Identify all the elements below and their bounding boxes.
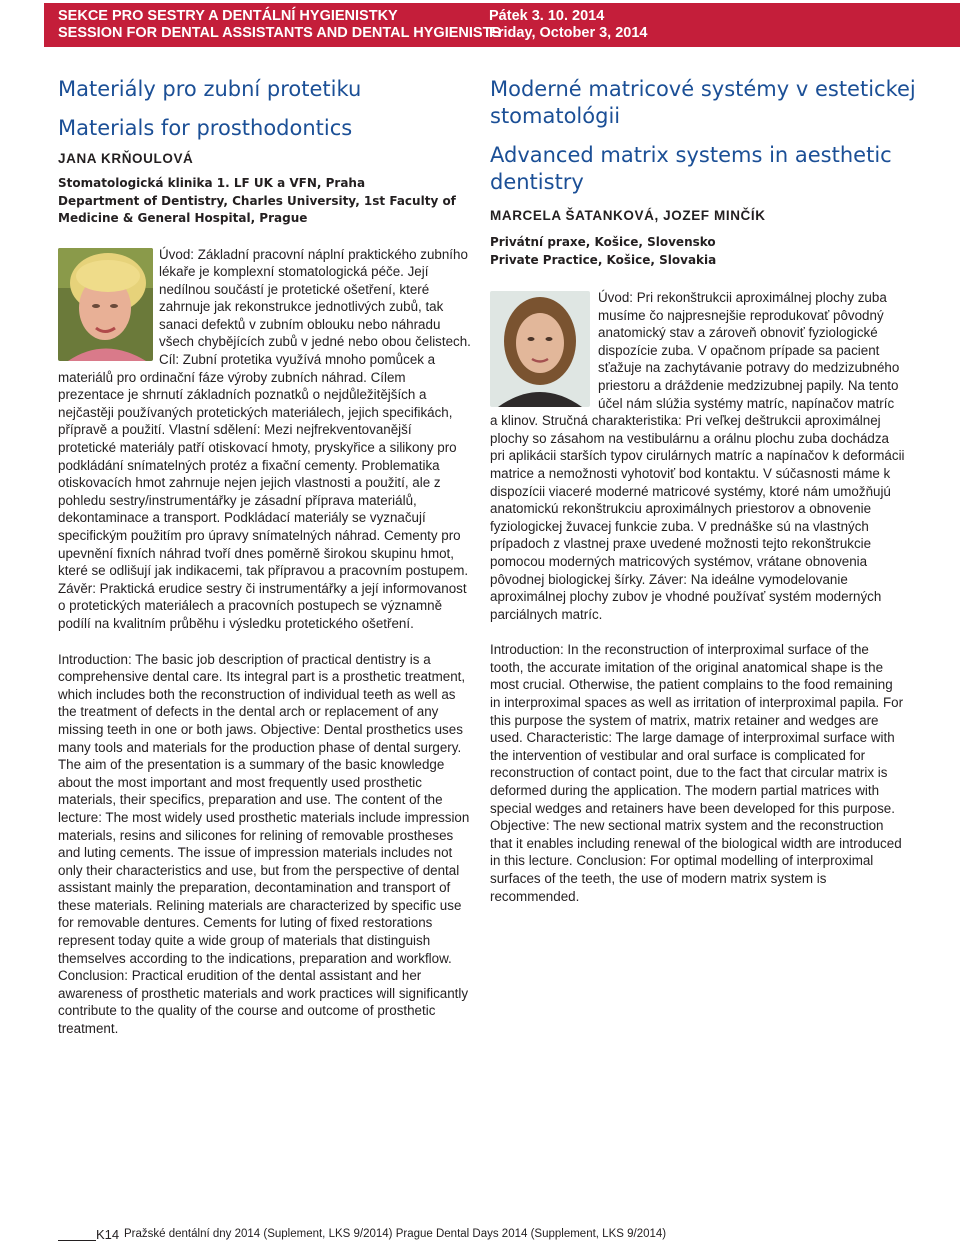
session-header-bar	[44, 3, 960, 47]
title-line: stomatológii	[490, 104, 621, 128]
affiliation-line: Department of Dentistry, Charles University, 1st Faculty of	[58, 193, 456, 208]
abstract-title-cz: Materiály pro zubní protetiku	[58, 77, 362, 101]
author-affiliation	[490, 234, 905, 269]
abstract-body	[490, 289, 905, 905]
title-line: Advanced matrix systems in aesthetic	[490, 143, 892, 167]
abstract-title-en: Materials for prosthodontics	[58, 116, 353, 140]
affiliation-line: Medicine & General Hospital, Prague	[58, 211, 308, 225]
section-title-cz: SEKCE PRO SESTRY A DENTÁLNÍ HYGIENISTKY	[58, 8, 398, 24]
abstract-text-en: Introduction: In the reconstruction of interproximal surface of the tooth, the accurate imitation of the original anatomical shape is the most crucial. Otherwise, the patient complains to the food remaining in interproximal spaces as well as irritation of interproximal papila. For this purpose the system of matrix, matrix retainer and wedges are used. Characteristic: The large damage of interproximal surface with the intervention of vestibular and oral surface is complicated for reconstruction of contact point, due to the fact that circular matrix is deformed during the application. The modern partial matrices with special wedges and retainers have been developed for this purpose. Objective: The new sectional matrix system and the reconstruction that it enables including renewal of the biological width are introduced in this lecture. Conclusion: For optimal modelling of interproximal surfaces of the teeth, the use of modern matrix system is recommended.	[490, 642, 904, 904]
left-abstract	[58, 72, 473, 1038]
section-title-en: SESSION FOR DENTAL ASSISTANTS AND DENTAL HYGIENISTS	[58, 25, 502, 41]
page-number: K14	[96, 1227, 120, 1242]
author-name: JANA KRŇOULOVÁ	[58, 151, 194, 166]
portrait-image	[58, 248, 153, 361]
abstract-title-sk	[490, 76, 916, 130]
author-photo	[490, 291, 590, 407]
affiliation-line: Stomatologická klinika 1. LF UK a VFN, Praha	[58, 176, 366, 190]
author-names: MARCELA ŠATANKOVÁ, JOZEF MINČÍK	[490, 208, 766, 223]
portrait-image	[490, 291, 590, 407]
session-date-cz: Pátek 3. 10. 2014	[489, 8, 605, 24]
title-line: dentistry	[490, 170, 584, 194]
abstract-text-sk: Úvod: Pri rekonštrukcii aproximálnej plochy zuba musíme čo najpresnejšie reprodukovať pôvodný anatomický stav a zároveň obnoviť fyziologické dispozície zuba. V opačnom prípade sa pacient sťažuje na zachytávanie potravy do medzizubného priestoru a dráždenie medzizubnej papily. Na tento účel nám slúžia systémy matríc, napínačov matríc a klinov. Stručná charakteristika: Pri veľkej deštrukcii aproximálnej plochy so zásahom na vestibulárnu a orálnu plochu zuba dochádza pri aplikácii starších typov cirulárnych matríc a napínačov k deformácii matrice a nemožnosti vyhotoviť bod kontaktu. V súčasnosti máme k dispozícii viaceré moderné matricové systémy, ktoré nám umožňujú anatomickú rekonštrukciu aproximálnych priestorov a obnovenie fyziologickej žuvacej funkcie zuba. V prednáške sú na vlastných prípadoch z vlastnej praxe uvedené možnosti tejto rekonštrukcie pomocou moderných matricových systémov, vrátane obnovenia pôvodnej biologickej šírky. Záver: Na ideálne vymodelovanie aproximálnej plochy zubov je vhodné používať systém moderných parciálnych matríc.	[490, 290, 905, 622]
author-photo	[58, 248, 153, 361]
abstract-text-cz: Úvod: Základní pracovní náplní praktického zubního lékaře je komplexní stomatologická péče. Její nedílnou součástí je protetické ošetření, které zahrnuje jak rekonstrukce jednotlivých zubů, tak sanaci defektů v zubním oblouku nebo náhradu všech chybějících zubů v jedné nebo obou čelistech. Cíl: Zubní protetika využívá mnoho pomůcek a materiálů pro ordinační fáze výroby zubních náhrad. Cílem prezentace je shrnutí základních poznatků o nejdůležitějších a nejčastěji používaných protetických materiálech, jejich specifikách, přípravě a použití. Vlastní sdělení: Mezi nejfrekventovanější protetické materiály patří otiskovací hmoty, pryskyřice a silikony pro podkládání snímatelných protéz a fixační cementy. Problematika otiskovacích hmot zahrnuje nejen jejich vlastnosti a použití, ale z pohledu sestry/instrumentářky je zásadní příprava materiálů, dekontaminace a transport. Podkládací materiály se vyznačují specifickým použitím pro úpravy snímatelných náhrad. Cementy pro upevnění fixních náhrad tvoří dnes poměrně širokou skupinu hmot, které se odlišují jak indikacemi, tak přípravou a pracovním postupem. Závěr: Praktická erudice sestry či instrumentářky a její informovanost o protetických materiálech a pracovních postupech se významně podílí na kvalitním průběhu i výsledku protetického ošetření.	[58, 246, 471, 631]
footer-rule	[58, 1240, 96, 1241]
page-footer	[58, 1227, 928, 1242]
abstract-text-en: Introduction: The basic job description of practical dentistry is a comprehensive dental care. Its integral part is a prosthetic treatment, which includes both the reconstruction of individual teeth as well as the treatment of defects in the dental arch or replacement of any missing teeth in one or both jaws. Objective: Dental prosthetics uses many tools and materials for the production phase of dental surgery. The aim of the presentation is a summary of the basic knowledge about the most important and most frequently used prosthetic materials, their specifics, preparation and use. The content of the lecture: The most widely used prosthetic materials include impression materials, resins and silicones for relining of removable prostheses and luting cements. The issue of impression materials includes not only their characteristics and use, but from the perspective of dental assistant mainly the preparation, decontamination and transport of these materials. Relining materials are characterized by specific use for removable dentures. Cements for luting of fixed restorations represent today quite a wide group of materials that distinguish themselves according to the indications, preparation and workflow. Conclusion: Practical erudition of the dental assistant and her awareness of prosthetic materials and work practices will significantly contribute to the quality of the course and outcome of prosthetic treatment.	[58, 651, 470, 1037]
abstract-title-en	[490, 142, 905, 196]
session-date-en: Friday, October 3, 2014	[489, 25, 648, 41]
affiliation-line: Privátní praxe, Košice, Slovensko	[490, 235, 716, 249]
author-affiliation	[58, 175, 473, 228]
title-line: Moderné matricové systémy v estetickej	[490, 77, 916, 101]
right-abstract	[490, 72, 916, 905]
journal-citation: Pražské dentální dny 2014 (Suplement, LKS 9/2014) Prague Dental Days 2014 (Supplement, LKS 9/2014)	[124, 1228, 667, 1240]
abstract-body	[58, 246, 473, 1038]
affiliation-line: Private Practice, Košice, Slovakia	[490, 252, 717, 267]
